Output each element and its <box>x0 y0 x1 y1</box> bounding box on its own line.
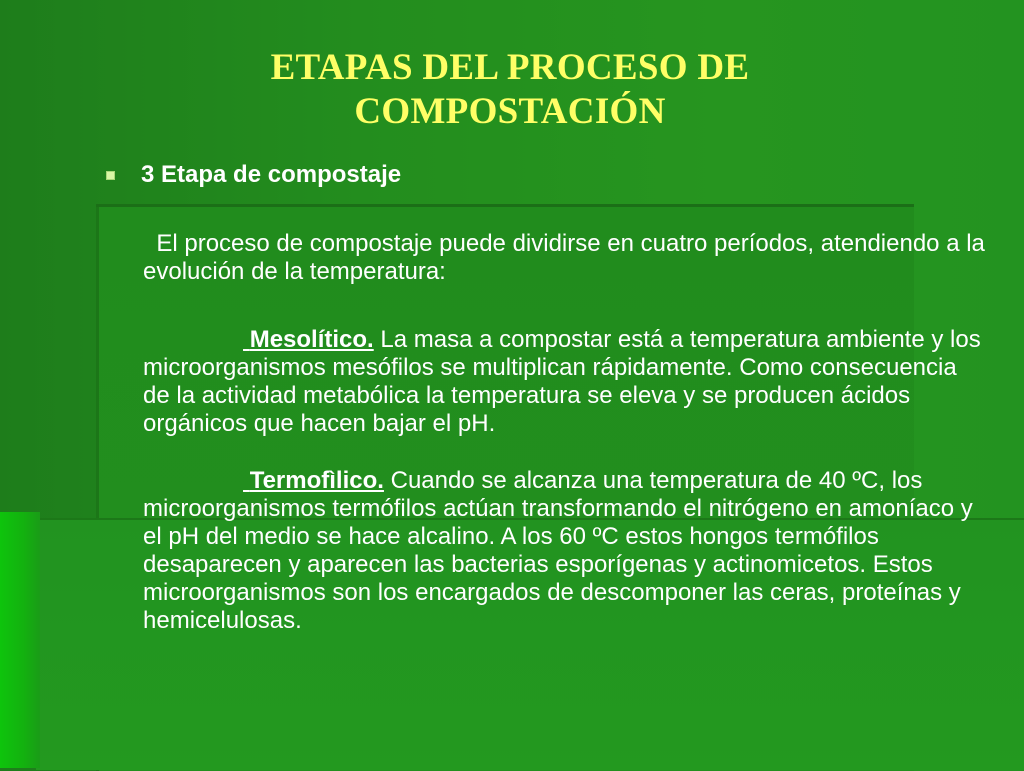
termofilico-paragraph <box>143 467 988 635</box>
mesolitico-text: La masa a compostar está a temperatura ambiente y los microorganismos mesófilos se multiplican rápidamente. Como consecuencia de la actividad metabólica la temperatura se eleva y se producen ácidos orgánicos que hacen bajar el pH. <box>143 326 981 437</box>
bullet-item <box>106 161 401 189</box>
termofilico-term: Termofìlico. <box>249 467 384 494</box>
slide-title <box>140 46 880 134</box>
square-bullet-icon <box>106 171 115 180</box>
bullet-heading: 3 Etapa de compostaje <box>141 161 402 188</box>
title-line-1: ETAPAS DEL PROCESO DE <box>270 47 750 88</box>
termofilico-text: Cuando se alcanza una temperatura de 40 ºC, los microorganismos termófilos actúan transformando el nitrógeno en amoníaco y el pH del medio se hace alcalino. A los 60 ºC estos hongos termófilos desaparecen y aparecen las bacterias esporígenas y actinomicetos. Estos microorganismos son los encargados de descomponer las ceras, proteínas y hemicelulosas. <box>143 467 973 634</box>
intro-paragraph <box>143 230 988 286</box>
intro-text: El proceso de compostaje puede dividirse en cuatro períodos, atendiendo a la evolución de la temperatura: <box>143 230 985 285</box>
background-side-accent <box>0 512 40 768</box>
mesolitico-term: Mesolítico. <box>249 326 374 353</box>
title-line-2: COMPOSTACIÓN <box>354 91 666 132</box>
mesolitico-paragraph <box>143 326 988 438</box>
